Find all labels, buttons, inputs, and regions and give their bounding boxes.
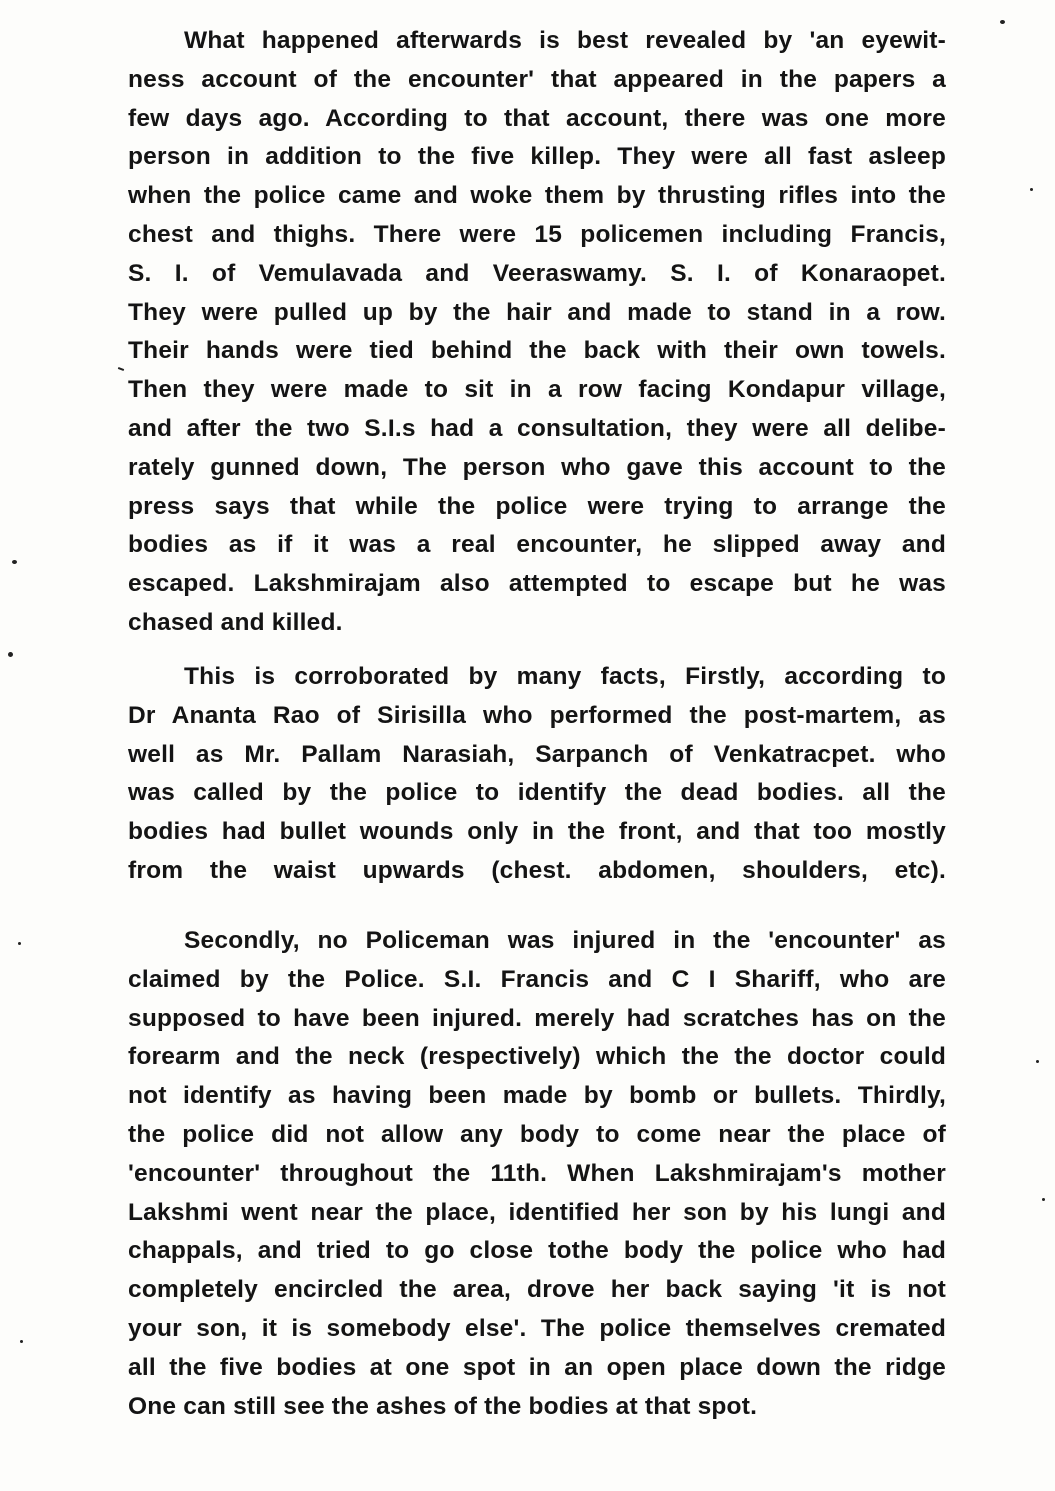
text-line: Lakshmi went near the place, identified her son by his lungi and (128, 1198, 946, 1226)
text-line: S. I. of Vemulavada and Veeraswamy. S. I. of Konaraopet. (128, 259, 946, 287)
scan-speck (1030, 188, 1033, 191)
text-line: all the five bodies at one spot in an open place down the ridge (128, 1353, 946, 1381)
text-line: rately gunned down, The person who gave this account to the (128, 453, 946, 481)
text-line: press says that while the police were trying to arrange the (128, 492, 946, 520)
text-line: claimed by the Police. S.I. Francis and C I Shariff, who are (128, 965, 946, 993)
text-line: few days ago. According to that account, there was one more (128, 104, 946, 132)
text-line: and after the two S.I.s had a consultation, they were all delibe- (128, 414, 946, 442)
text-line: Their hands were tied behind the back with their own towels. (128, 337, 946, 365)
scan-speck (18, 942, 21, 945)
text-line: your son, it is somebody else'. The police themselves cremated (128, 1314, 946, 1342)
paragraph-eyewitness-account (128, 22, 946, 643)
text-line: the police did not allow any body to come near the place of (128, 1120, 946, 1148)
scan-speck (1036, 1060, 1039, 1063)
paragraph-secondly (128, 922, 946, 1426)
text-line: well as Mr. Pallam Narasiah, Sarpanch of Venkatracpet. who (128, 740, 946, 768)
text-line: 'encounter' throughout the 11th. When Lakshmirajam's mother (128, 1159, 946, 1187)
text-line: bodies as if it was a real encounter, he slipped away and (128, 531, 946, 559)
text-line: Dr Ananta Rao of Sirisilla who performed the post-martem, as (128, 701, 946, 729)
scan-speck (1042, 1198, 1045, 1201)
text-line: This is corroborated by many facts, Firstly, according to (184, 663, 946, 690)
text-line: chased and killed. (128, 608, 343, 636)
text-line: was called by the police to identify the dead bodies. all the (128, 779, 946, 807)
text-line: bodies had bullet wounds only in the front, and that too mostly (128, 818, 946, 846)
text-line: not identify as having been made by bomb or bullets. Thirdly, (128, 1082, 946, 1110)
text-line: chest and thighs. There were 15 policemen including Francis, (128, 220, 946, 248)
text-line: One can still see the ashes of the bodies at that spot. (128, 1392, 758, 1420)
text-line: They were pulled up by the hair and made to stand in a row. (128, 298, 946, 326)
text-line: Then they were made to sit in a row facing Kondapur village, (128, 376, 946, 404)
text-line: when the police came and woke them by thrusting rifles into the (128, 182, 946, 210)
text-line: chappals, and tried to go close tothe body the police who had (128, 1237, 946, 1265)
scan-speck (12, 560, 17, 564)
text-line: from the waist upwards (chest. abdomen, shoulders, etc). (128, 856, 946, 884)
scan-speck (20, 1340, 23, 1343)
text-line: completely encircled the area, drove her back saying 'it is not (128, 1276, 946, 1304)
text-line: forearm and the neck (respectively) which the the doctor could (128, 1043, 946, 1071)
scan-speck (118, 367, 124, 371)
text-line: ness account of the encounter' that appeared in the papers a (128, 65, 946, 93)
scan-speck (1000, 20, 1005, 24)
scan-speck (8, 652, 13, 657)
paragraph-corroboration (128, 658, 946, 891)
text-line: escaped. Lakshmirajam also attempted to escape but he was (128, 570, 946, 598)
text-line: What happened afterwards is best revealed by 'an eyewit- (184, 27, 946, 54)
text-line: Secondly, no Policeman was injured in the 'encounter' as (184, 927, 946, 954)
text-line: supposed to have been injured. merely had scratches has on the (128, 1004, 946, 1032)
text-line: person in addition to the five killep. They were all fast asleep (128, 143, 946, 171)
